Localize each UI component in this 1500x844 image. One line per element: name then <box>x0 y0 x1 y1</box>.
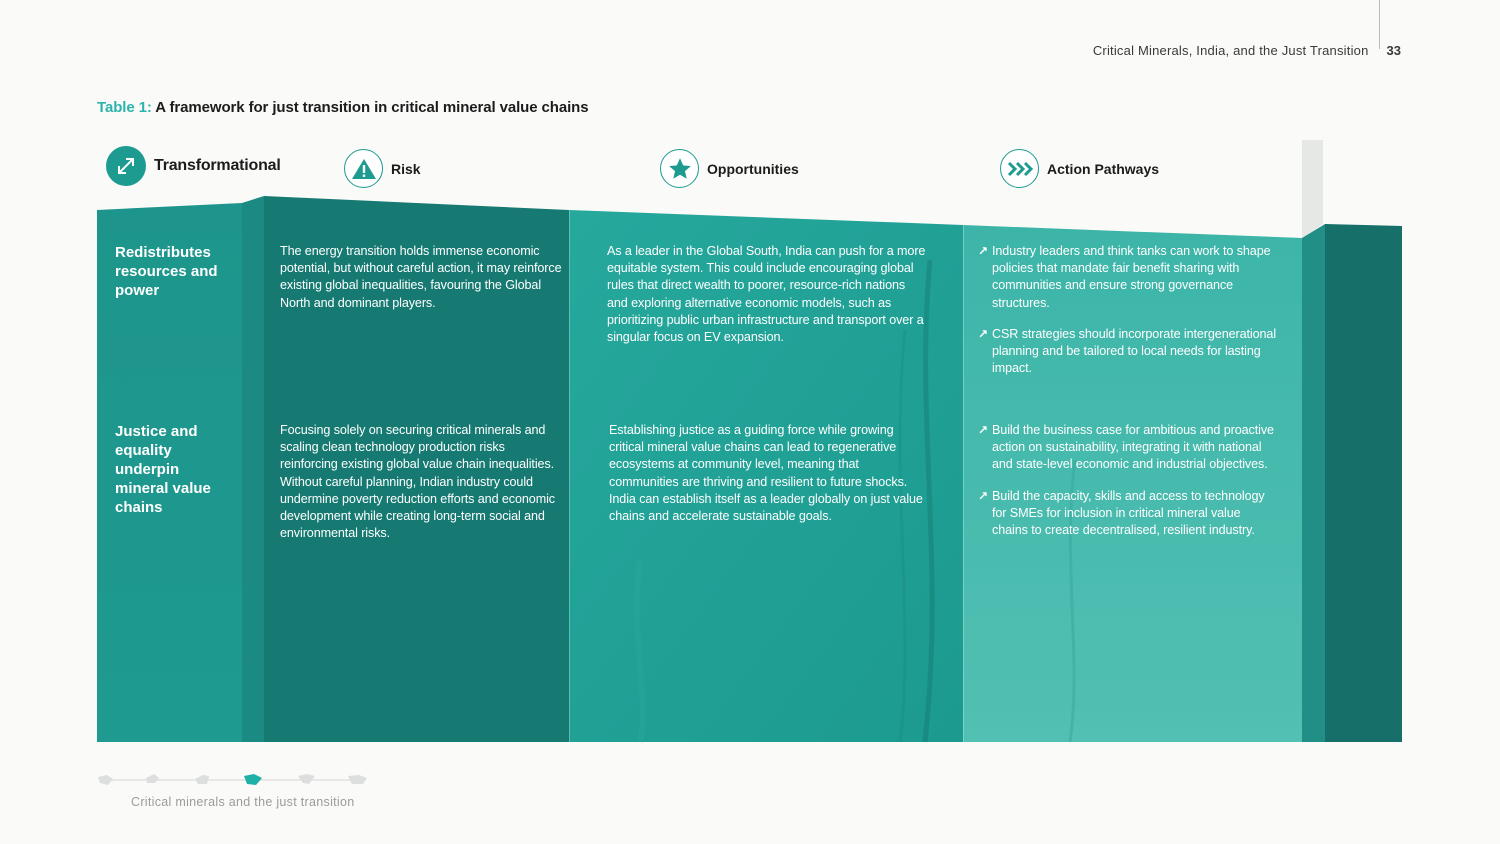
progress-step-4-active[interactable] <box>244 774 262 785</box>
warning-icon <box>344 149 383 188</box>
star-icon <box>660 149 699 188</box>
cell-opportunities-row2: Establishing justice as a guiding force while growing critical mineral value chains can lead to regenerative ecosystems at community level, meaning that communities are thriving and resilient to future shocks. India can establish itself as a leader globally on just value chains and accelerate sustainable goals. <box>609 423 923 524</box>
arrow-icon: ↗ <box>978 326 988 341</box>
page-number: 33 <box>1386 43 1401 58</box>
column-header-action-pathways <box>1000 149 1159 188</box>
cell-risk-row1: The energy transition holds immense economic potential, but without careful action, it may reinforce existing global inequalities, favouring the Global North and dominant players. <box>280 244 562 310</box>
row-label-redistributes: Redistributes resources and power <box>115 244 218 299</box>
progress-step-5[interactable] <box>298 774 315 784</box>
arrow-icon: ↗ <box>978 488 988 503</box>
action-list-row2 <box>978 422 1278 553</box>
document-title: Critical Minerals, India, and the Just Transition <box>1092 43 1369 58</box>
column-header-transformational <box>106 146 281 186</box>
chevrons-icon <box>1000 149 1039 188</box>
column-label: Transformational <box>154 157 281 174</box>
panel-top-band <box>1302 140 1323 238</box>
section-progress <box>97 772 377 792</box>
column-label: Opportunities <box>707 160 799 177</box>
cell-risk-row2: Focusing solely on securing critical minerals and scaling clean technology production risks reinforcing existing global value chain inequalities. Without careful planning, Indian industry could undermine poverty reduction efforts and economic development while creating long-term social and environmental risks. <box>280 423 555 541</box>
progress-step-6[interactable] <box>348 775 367 784</box>
arrow-icon: ↗ <box>978 244 988 258</box>
column-header-risk <box>344 149 421 188</box>
action-list-row1 <box>978 243 1280 391</box>
list-item: ↗ Build the capacity, skills and access to technology for SMEs for inclusion in critical mineral value chains to create decentralised, resilient industry. <box>978 488 1265 538</box>
list-item: ↗ CSR strategies should incorporate intergenerational planning and be tailored to local needs for lasting impact. <box>978 326 1277 376</box>
list-item: ↗ Build the business case for ambitious and proactive action on sustainability, integrating it with national and state-level economic and industrial objectives. <box>978 423 1274 472</box>
panel-edge-1 <box>242 196 264 742</box>
progress-step-3[interactable] <box>195 775 209 784</box>
cell-opportunities-row1: As a leader in the Global South, India can push for a more equitable system. This could include encouraging global rules that direct wealth to poorer, resource-rich nations and exploring alternative economic models, such as prioritizing public urban infrastructure and transport over a singular focus on EV expansion. <box>607 244 926 345</box>
expand-arrows-icon <box>106 146 146 186</box>
table-label: Table 1: <box>97 99 152 116</box>
list-item: ↗ Industry leaders and think tanks can work to shape policies that mandate fair benefit sharing with communities and ensure strong governance structures. <box>978 244 1271 310</box>
section-label: Critical minerals and the just transition <box>131 795 355 809</box>
column-label: Risk <box>391 160 421 177</box>
column-label: Action Pathways <box>1047 160 1160 177</box>
table-title-text: A framework for just transition in critical mineral value chains <box>155 99 589 116</box>
panel-end <box>1325 224 1402 742</box>
row-label-justice: Justice and equality underpin mineral value chains <box>115 423 211 516</box>
arrow-icon: ↗ <box>978 423 988 437</box>
progress-step-2[interactable] <box>146 774 159 783</box>
progress-step-1[interactable] <box>98 775 113 785</box>
column-header-opportunities <box>660 149 799 188</box>
panel-edge-2 <box>1302 224 1325 742</box>
